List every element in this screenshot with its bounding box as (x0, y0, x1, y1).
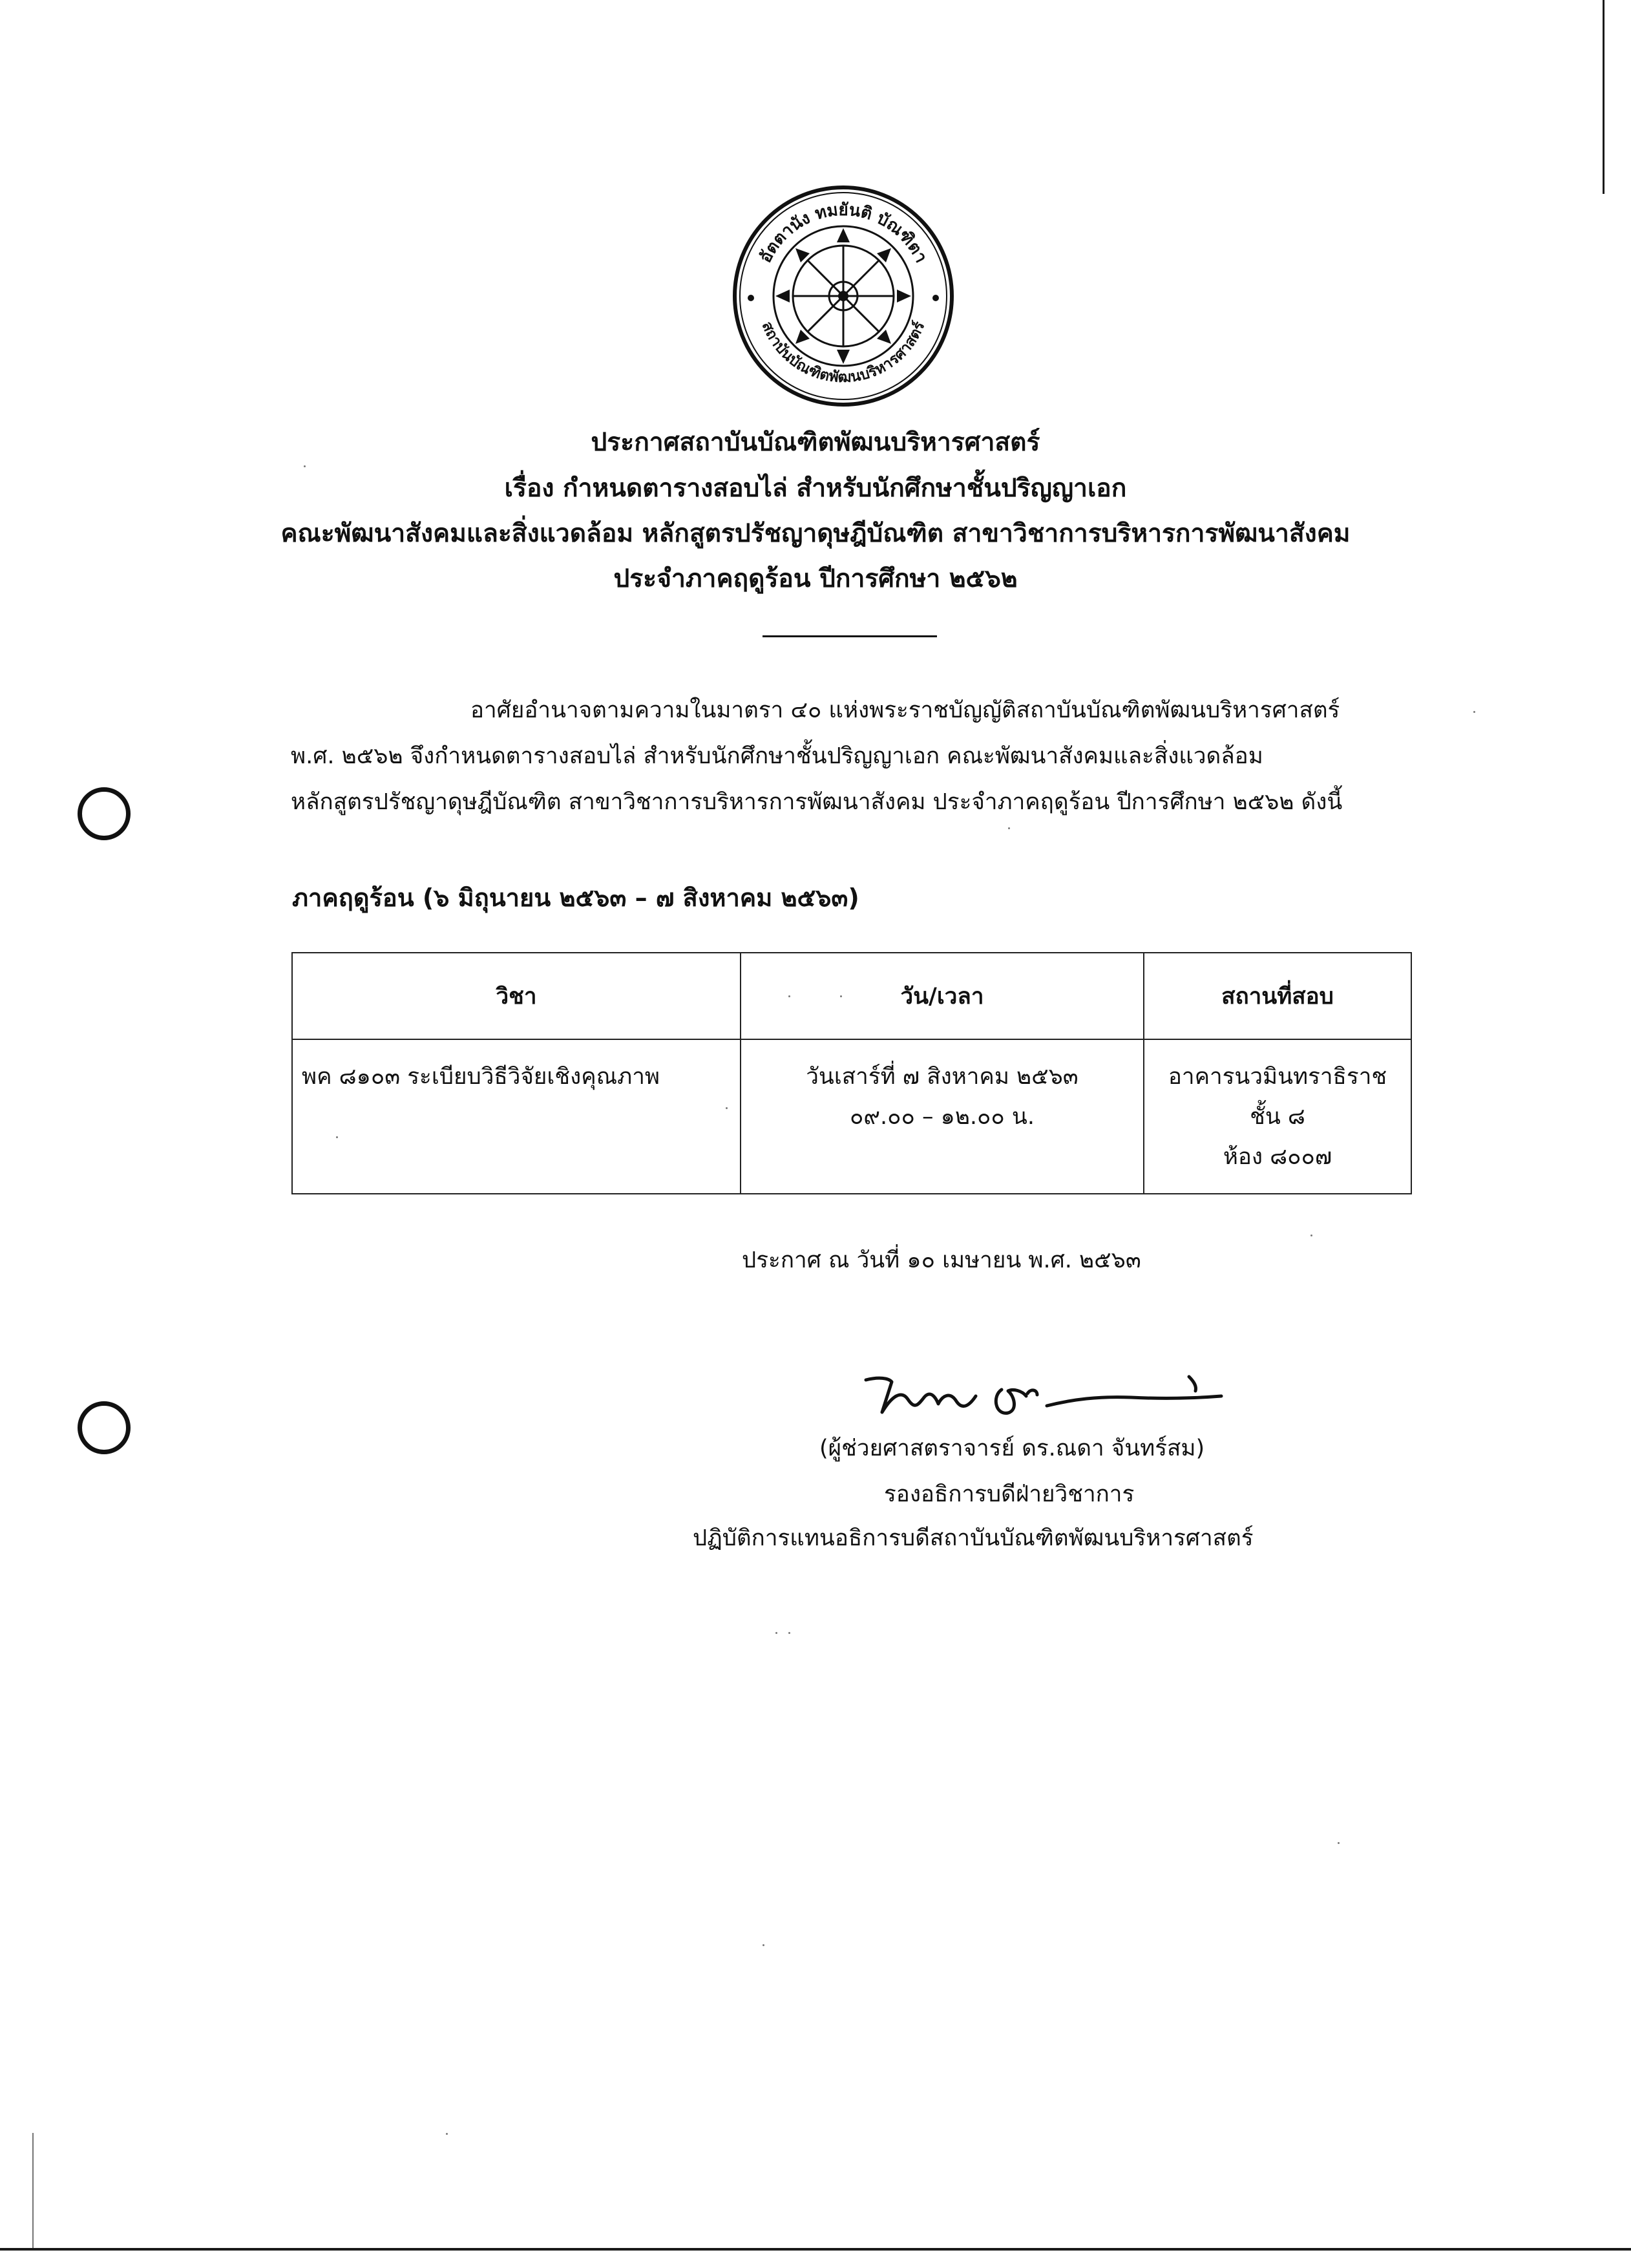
scan-speck (763, 1944, 764, 1946)
header-location: สถานที่สอบ (1144, 953, 1411, 1039)
title-divider (763, 635, 937, 637)
cell-subject (292, 1039, 741, 1194)
announcement-subject: เรื่อง กำหนดตารางสอบไล่ สำหรับนักศึกษาชั้นปริญญาเอก (504, 474, 1127, 503)
scan-speck (1473, 711, 1475, 713)
table-row (292, 1039, 1411, 1194)
exam-room: ห้อง ๘๐๐๗ (1223, 1144, 1332, 1170)
scan-speck (1338, 1842, 1340, 1844)
exam-building: อาคารนวมินทราธิราช (1168, 1064, 1387, 1090)
scan-speck (726, 1107, 728, 1109)
scan-speck (1008, 827, 1010, 829)
announcement-title: ประกาศสถาบันบัณฑิตพัฒนบริหารศาสตร์ (591, 428, 1040, 457)
faculty-program: คณะพัฒนาสังคมและสิ่งแวดล้อม หลักสูตรปรัชญาดุษฎีบัณฑิต สาขาวิชาการบริหารการพัฒนาสังคม (280, 519, 1351, 548)
header-datetime: วัน/เวลา (741, 953, 1144, 1039)
scan-speck (1310, 1235, 1312, 1236)
scan-bottom-edge (0, 2248, 1631, 2251)
table-header-row (292, 953, 1411, 1039)
body-line-2: พ.ศ. ๒๕๖๒ จึงกำหนดตารางสอบไล่ สำหรับนักศึกษาชั้นปริญญาเอก คณะพัฒนาสังคมและสิ่งแวดล้อม (291, 743, 1263, 769)
institution-seal (730, 183, 956, 409)
handwritten-signature (853, 1351, 1234, 1428)
cell-location (1144, 1039, 1411, 1194)
punch-hole-bottom (78, 1401, 131, 1454)
seal-motto: อัตตานัง ทมยันติ บัณฑิตา (755, 200, 931, 266)
body-line-3: หลักสูตรปรัชญาดุษฎีบัณฑิต สาขาวิชาการบริหารการพัฒนาสังคม ประจำภาคฤดูร้อน ปีการศึกษา ๒๕๖๒ ดังนี้ (291, 789, 1343, 815)
scan-speck (775, 1632, 777, 1634)
scan-left-edge (32, 2133, 34, 2249)
signatory-position: รองอธิการบดีฝ่ายวิชาการ (884, 1481, 1135, 1507)
seal-institution-name: สถาบันบัณฑิตพัฒนบริหารศาสตร์ (758, 319, 929, 387)
signatory-acting-position: ปฏิบัติการแทนอธิการบดีสถาบันบัณฑิตพัฒนบริหารศาสตร์ (693, 1525, 1254, 1551)
exam-floor: ชั้น ๘ (1250, 1104, 1305, 1130)
summer-term-period: ภาคฤดูร้อน (๖ มิถุนายน ๒๕๖๓ – ๗ สิงหาคม ๒๕๖๓) (292, 884, 859, 912)
cell-datetime (741, 1039, 1144, 1194)
exam-time: ๐๙.๐๐ – ๑๒.๐๐ น. (850, 1104, 1035, 1130)
scan-speck (840, 995, 842, 997)
scan-speck (336, 1136, 338, 1138)
body-line-1: อาศัยอำนาจตามความในมาตรา ๔๐ แห่งพระราชบัญญัติสถาบันบัณฑิตพัฒนบริหารศาสตร์ (470, 697, 1340, 723)
exam-date: วันเสาร์ที่ ๗ สิงหาคม ๒๕๖๓ (806, 1064, 1079, 1090)
scan-speck (788, 1632, 790, 1634)
scan-speck (304, 465, 306, 467)
exam-schedule-table (291, 952, 1412, 1194)
scan-speck (788, 995, 790, 997)
subject-name: พค ๘๑๐๓ ระเบียบวิธีวิจัยเชิงคุณภาพ (302, 1064, 660, 1090)
announcement-date: ประกาศ ณ วันที่ ๑๐ เมษายน พ.ศ. ๒๕๖๓ (742, 1247, 1141, 1273)
scan-speck (446, 2133, 448, 2135)
scan-right-edge (1603, 0, 1605, 194)
signatory-name: (ผู้ช่วยศาสตราจารย์ ดร.ณดา จันทร์สม) (819, 1436, 1205, 1461)
academic-term: ประจำภาคฤดูร้อน ปีการศึกษา ๒๕๖๒ (613, 564, 1018, 593)
punch-hole-top (78, 787, 131, 840)
header-subject: วิชา (292, 953, 741, 1039)
